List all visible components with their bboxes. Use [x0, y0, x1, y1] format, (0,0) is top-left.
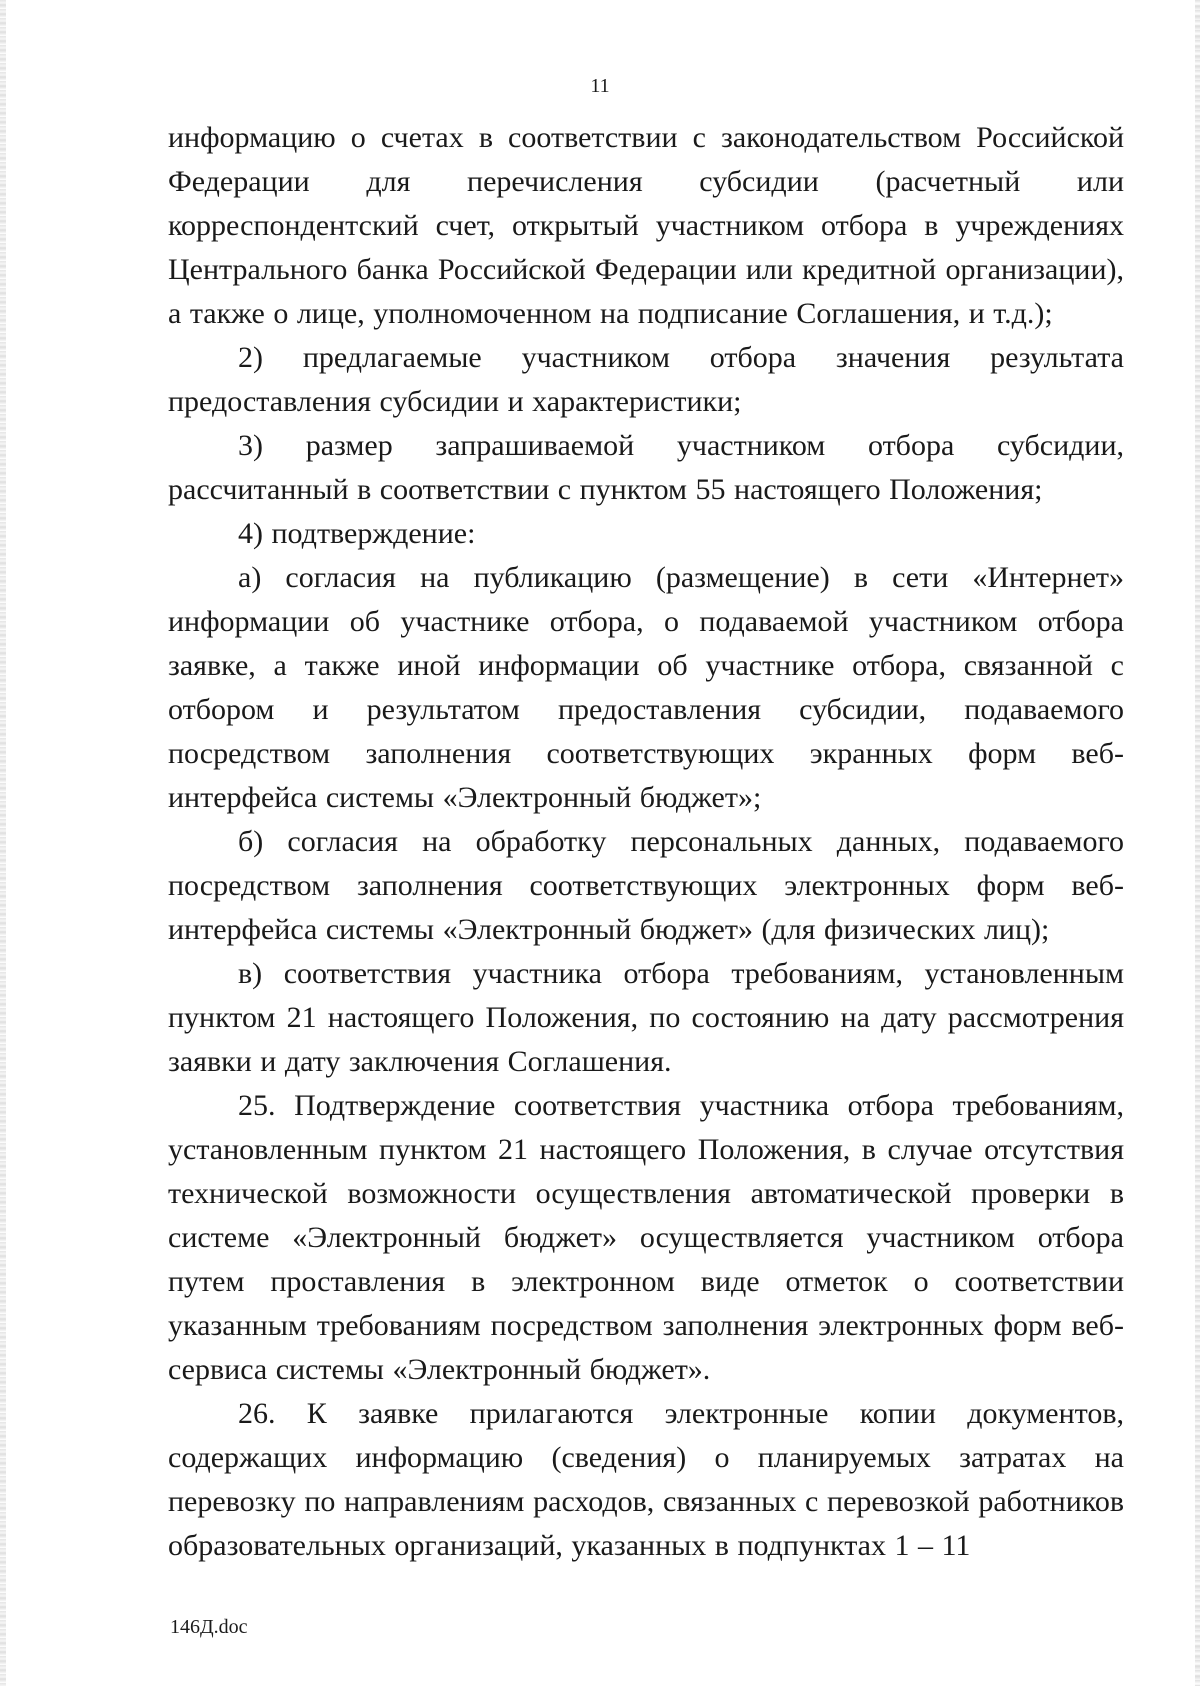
paragraph-item-2: 2) предлагаемые участником отбора значения результата предоставления субсидии и характеристики;	[168, 341, 1124, 418]
paragraph-item-3: 3) размер запрашиваемой участником отбора субсидии, рассчитанный в соответствии с пунктом 55 настоящего Положения;	[168, 429, 1124, 506]
paragraph-subitem-a: а) согласия на публикацию (размещение) в сети «Интернет» информации об участнике отбора, о подаваемой участником отбора заявке, а также иной информации об участнике отбора, связанной с отбором и результатом предоставления субсидии, подаваемого посредством заполнения соответствующих экранных форм веб-интерфейса системы «Электронный бюджет»;	[168, 561, 1124, 814]
paragraph-account-info: информацию о счетах в соответствии с законодательством Российской Федерации для перечисления субсидии (расчетный или корреспондентский счет, открытый участником отбора в учреждениях Центрального банка Российской Федерации или кредитной организации), а также о лице, уполномоченном на подписание Соглашения, и т.д.);	[168, 121, 1124, 330]
paragraph-subitem-v: в) соответствия участника отбора требованиям, установленным пунктом 21 настоящего Положения, по состоянию на дату рассмотрения заявки и дату заключения Соглашения.	[168, 957, 1124, 1078]
footer-filename: 146Д.doc	[170, 1616, 248, 1638]
scan-edge-left	[0, 0, 6, 1686]
paragraph-subitem-b: б) согласия на обработку персональных данных, подаваемого посредством заполнения соответствующих электронных форм веб-интерфейса системы «Электронный бюджет» (для физических лиц);	[168, 825, 1124, 946]
paragraph-clause-25: 25. Подтверждение соответствия участника отбора требованиям, установленным пунктом 21 настоящего Положения, в случае отсутствия технической возможности осуществления автоматической проверки в системе «Электронный бюджет» осуществляется участником отбора путем проставления в электронном виде отметок о соответствии указанным требованиям посредством заполнения электронных форм веб-сервиса системы «Электронный бюджет».	[168, 1089, 1124, 1386]
scan-edge-right	[1195, 0, 1200, 1686]
document-body	[168, 116, 1124, 1568]
page-number: 11	[590, 75, 610, 97]
paragraph-clause-26: 26. К заявке прилагаются электронные копии документов, содержащих информацию (сведения) о планируемых затратах на перевозку по направлениям расходов, связанных с перевозкой работников образовательных организаций, указанных в подпунктах 1 – 11	[168, 1397, 1124, 1562]
paragraph-item-4: 4) подтверждение:	[238, 517, 476, 550]
